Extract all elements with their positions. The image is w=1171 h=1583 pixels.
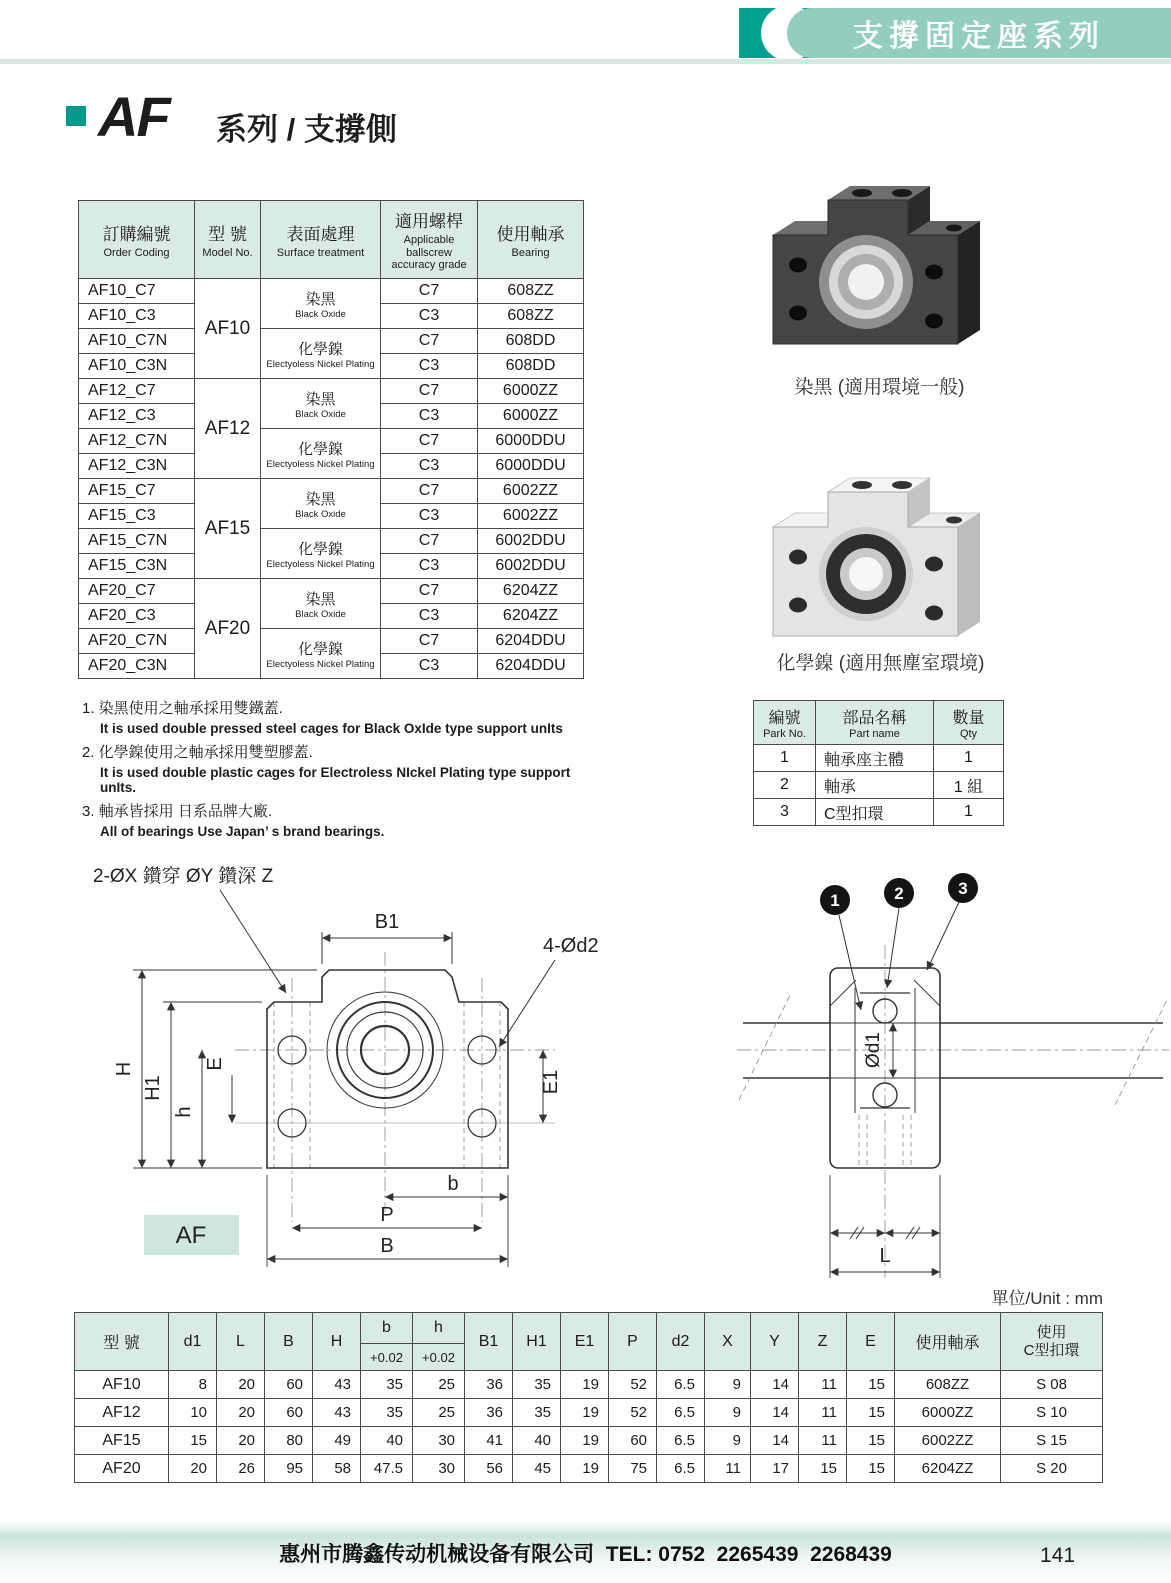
dim-cell: 6.5 xyxy=(657,1371,705,1399)
surface-treatment: 化學鎳 Electyoless Nickel Plating xyxy=(261,329,381,379)
note-en: All of bearings Use Japan’ s brand bearings. xyxy=(100,824,385,839)
dim-cell: AF20 xyxy=(75,1455,169,1483)
af-tag: AF xyxy=(175,1222,207,1249)
bearing: 6000DDU xyxy=(478,429,584,454)
dim-cell: 9 xyxy=(705,1371,751,1399)
order-code: AF12_C3 xyxy=(79,404,195,429)
banner-title: 支撐固定座系列 xyxy=(853,20,1105,53)
dim-cell: 36 xyxy=(465,1371,513,1399)
col-X: X xyxy=(705,1313,751,1371)
part-qty: 1 xyxy=(934,745,1004,772)
model-no: AF15 xyxy=(195,479,261,579)
bearing: 6204DDU xyxy=(478,654,584,679)
dim-label-P: P xyxy=(380,1204,394,1226)
dim-cell: 60 xyxy=(265,1399,313,1427)
d2-note: 4-Ød2 xyxy=(543,935,599,957)
dim-cell: 36 xyxy=(465,1399,513,1427)
dim-cell: 19 xyxy=(561,1371,609,1399)
dim-label-H: H xyxy=(113,1061,135,1077)
dim-cell: 75 xyxy=(609,1455,657,1483)
col-bearing: 使用軸承 xyxy=(895,1313,1001,1371)
dim-cell: 14 xyxy=(751,1427,799,1455)
grade: C7 xyxy=(381,629,478,654)
dim-cell: 30 xyxy=(413,1427,465,1455)
note-zh: 3. 軸承皆採用 日系品牌大廠. xyxy=(82,803,273,820)
dim-cell: 30 xyxy=(413,1455,465,1483)
bearing: 608DD xyxy=(478,354,584,379)
dim-cell: 9 xyxy=(705,1427,751,1455)
table-row xyxy=(75,1455,1103,1483)
dim-cell: 15 xyxy=(799,1455,847,1483)
order-code: AF15_C7N xyxy=(79,529,195,554)
bearing: 6204ZZ xyxy=(478,604,584,629)
col-B1: B1 xyxy=(465,1313,513,1371)
col-H1: H1 xyxy=(513,1313,561,1371)
dim-cell: 20 xyxy=(217,1399,265,1427)
parts-table xyxy=(753,700,1004,826)
dim-cell: 6000ZZ xyxy=(895,1399,1001,1427)
order-code: AF12_C3N xyxy=(79,454,195,479)
grade: C3 xyxy=(381,304,478,329)
col-Z: Z xyxy=(799,1313,847,1371)
bearing: 6204ZZ xyxy=(478,579,584,604)
banner-underline xyxy=(0,59,1171,64)
bearing: 6000DDU xyxy=(478,454,584,479)
grade: C7 xyxy=(381,479,478,504)
table-row xyxy=(75,1427,1103,1455)
dim-cell: 25 xyxy=(413,1371,465,1399)
dim-cell: 10 xyxy=(169,1399,217,1427)
part-name: 軸承 xyxy=(816,772,934,799)
dim-cell: 11 xyxy=(799,1371,847,1399)
model-no: AF20 xyxy=(195,579,261,679)
surface-treatment: 化學鎳 Electyoless Nickel Plating xyxy=(261,629,381,679)
col-accuracy-grade: 適用螺桿 Applicable ballscrew accuracy grade xyxy=(381,201,478,279)
footer-company: 惠州市腾鑫传动机械设备有限公司 TEL: 0752 2265439 2268439 xyxy=(279,1543,892,1566)
table-row xyxy=(79,379,584,404)
part-qty: 1 組 xyxy=(934,772,1004,799)
title-bullet-square xyxy=(66,106,86,126)
col-surface-treatment: 表面處理 Surface treatment xyxy=(261,201,381,279)
surface-treatment: 化學鎳 Electyoless Nickel Plating xyxy=(261,429,381,479)
dim-cell: 9 xyxy=(705,1399,751,1427)
dim-cell: 35 xyxy=(361,1371,413,1399)
order-code: AF10_C7 xyxy=(79,279,195,304)
bearing: 608ZZ xyxy=(478,279,584,304)
order-code: AF20_C7 xyxy=(79,579,195,604)
col-d1: d1 xyxy=(169,1313,217,1371)
unit-label: 單位/Unit : mm xyxy=(991,1289,1103,1308)
bearing: 6002DDU xyxy=(478,529,584,554)
grade: C7 xyxy=(381,279,478,304)
order-code: AF15_C3N xyxy=(79,554,195,579)
model-no: AF12 xyxy=(195,379,261,479)
grade: C3 xyxy=(381,554,478,579)
table-row xyxy=(75,1371,1103,1399)
dim-cell: 15 xyxy=(847,1427,895,1455)
dim-cell: 8 xyxy=(169,1371,217,1399)
col-order-coding: 訂購編號 Order Coding xyxy=(79,201,195,279)
dim-cell: 43 xyxy=(313,1371,361,1399)
grade: C7 xyxy=(381,329,478,354)
table-row xyxy=(79,329,584,354)
col-h: h xyxy=(413,1313,465,1344)
grade: C3 xyxy=(381,654,478,679)
surface-treatment: 染黑 Black Oxide xyxy=(261,479,381,529)
col-b: b xyxy=(361,1313,413,1344)
dim-cell: 6.5 xyxy=(657,1399,705,1427)
bearing: 6002ZZ xyxy=(478,504,584,529)
dim-cell: 58 xyxy=(313,1455,361,1483)
dim-label-B1: B1 xyxy=(374,911,400,933)
callout-3: 3 xyxy=(958,879,968,898)
dim-cell: 52 xyxy=(609,1371,657,1399)
tol-b: +0.02 xyxy=(361,1344,413,1371)
dim-cell: 17 xyxy=(751,1455,799,1483)
dim-cell: 15 xyxy=(169,1427,217,1455)
notes xyxy=(82,692,587,843)
col-part-name: 部品名稱 Part name xyxy=(816,701,934,745)
dim-cell: 20 xyxy=(169,1455,217,1483)
surface-treatment: 染黑 Black Oxide xyxy=(261,579,381,629)
dim-cell: 56 xyxy=(465,1455,513,1483)
callout-2: 2 xyxy=(894,884,904,903)
dim-cell: 15 xyxy=(847,1371,895,1399)
series-code: AF xyxy=(98,85,169,148)
dim-cell: 6204ZZ xyxy=(895,1455,1001,1483)
note-zh: 2. 化學鎳使用之軸承採用雙塑膠蓋. xyxy=(82,744,313,761)
col-c-ring: 使用 C型扣環 xyxy=(1001,1313,1103,1371)
dim-cell: 49 xyxy=(313,1427,361,1455)
col-E: E xyxy=(847,1313,895,1371)
part-no: 1 xyxy=(754,745,816,772)
side-view-drawing xyxy=(735,860,1171,1310)
surface-treatment: 染黑 Black Oxide xyxy=(261,379,381,429)
order-code: AF20_C7N xyxy=(79,629,195,654)
grade: C3 xyxy=(381,354,478,379)
dim-cell: 6002ZZ xyxy=(895,1427,1001,1455)
table-row xyxy=(79,579,584,604)
dim-cell: 608ZZ xyxy=(895,1371,1001,1399)
grade: C7 xyxy=(381,379,478,404)
col-Y: Y xyxy=(751,1313,799,1371)
grade: C7 xyxy=(381,429,478,454)
grade: C7 xyxy=(381,529,478,554)
photo-caption-nickel: 化學鎳 (適用無塵室環境) xyxy=(776,653,985,674)
dim-cell: AF15 xyxy=(75,1427,169,1455)
dim-cell: 6.5 xyxy=(657,1455,705,1483)
dim-cell: S 08 xyxy=(1001,1371,1103,1399)
dim-cell: 19 xyxy=(561,1427,609,1455)
callout-1: 1 xyxy=(830,891,840,910)
order-code: AF15_C7 xyxy=(79,479,195,504)
dim-label-b: b xyxy=(447,1173,459,1195)
col-L: L xyxy=(217,1313,265,1371)
table-row xyxy=(75,1399,1103,1427)
dim-cell: 11 xyxy=(799,1399,847,1427)
dim-cell: 40 xyxy=(361,1427,413,1455)
bearing: 6002DDU xyxy=(478,554,584,579)
col-E1: E1 xyxy=(561,1313,609,1371)
order-code: AF20_C3 xyxy=(79,604,195,629)
page-number: 141 xyxy=(1040,1544,1076,1567)
dimension-table xyxy=(74,1312,1103,1483)
table-row xyxy=(79,279,584,304)
series-title: 系列 / 支撐側 xyxy=(216,112,397,147)
col-d2: d2 xyxy=(657,1313,705,1371)
dim-cell: 80 xyxy=(265,1427,313,1455)
col-model: 型 號 xyxy=(75,1313,169,1371)
part-no: 3 xyxy=(754,799,816,826)
table-row xyxy=(79,529,584,554)
dim-cell: 14 xyxy=(751,1399,799,1427)
note-en: It is used double pressed steel cages for Black OxIde type support unIts xyxy=(100,721,563,736)
dim-cell: 26 xyxy=(217,1455,265,1483)
order-code: AF12_C7 xyxy=(79,379,195,404)
dim-cell: 11 xyxy=(799,1427,847,1455)
table-row xyxy=(79,429,584,454)
dim-cell: S 15 xyxy=(1001,1427,1103,1455)
grade: C3 xyxy=(381,504,478,529)
hole-note: 2-ØX 鑽穿 ØY 鑽深 Z xyxy=(93,866,274,887)
banner xyxy=(787,8,1171,58)
part-qty: 1 xyxy=(934,799,1004,826)
dim-label-H1: H1 xyxy=(142,1075,164,1101)
table-row xyxy=(79,629,584,654)
order-code: AF20_C3N xyxy=(79,654,195,679)
bearing: 608DD xyxy=(478,329,584,354)
dim-cell: 60 xyxy=(609,1427,657,1455)
bearing: 6002ZZ xyxy=(478,479,584,504)
dim-cell: 15 xyxy=(847,1399,895,1427)
note-en: It is used double plastic cages for Electroless NIckel Plating type support unIts. xyxy=(100,765,571,795)
col-model-no: 型 號 Model No. xyxy=(195,201,261,279)
photo-caption-black: 染黑 (適用環境一般) xyxy=(794,377,965,398)
dim-cell: AF12 xyxy=(75,1399,169,1427)
dim-cell: 35 xyxy=(513,1371,561,1399)
grade: C7 xyxy=(381,579,478,604)
dim-cell: 43 xyxy=(313,1399,361,1427)
col-bearing: 使用軸承 Bearing xyxy=(478,201,584,279)
dim-cell: 14 xyxy=(751,1371,799,1399)
bearing: 6000ZZ xyxy=(478,379,584,404)
col-P: P xyxy=(609,1313,657,1371)
product-photo-black xyxy=(758,160,1000,360)
bearing: 6000ZZ xyxy=(478,404,584,429)
order-code: AF15_C3 xyxy=(79,504,195,529)
dim-cell: 95 xyxy=(265,1455,313,1483)
dim-cell: 19 xyxy=(561,1399,609,1427)
note-zh: 1. 染黑使用之軸承採用雙鐵蓋. xyxy=(82,700,283,717)
dim-cell: 60 xyxy=(265,1371,313,1399)
product-photo-nickel xyxy=(758,452,1000,652)
dim-cell: S 20 xyxy=(1001,1455,1103,1483)
dim-cell: 47.5 xyxy=(361,1455,413,1483)
dim-cell: 15 xyxy=(847,1455,895,1483)
order-code: AF12_C7N xyxy=(79,429,195,454)
dim-cell: 19 xyxy=(561,1455,609,1483)
part-no: 2 xyxy=(754,772,816,799)
dim-cell: 11 xyxy=(705,1455,751,1483)
dim-cell: 35 xyxy=(361,1399,413,1427)
surface-treatment: 染黑 Black Oxide xyxy=(261,279,381,329)
dim-cell: 40 xyxy=(513,1427,561,1455)
dim-cell: AF10 xyxy=(75,1371,169,1399)
dim-label-h: h xyxy=(173,1106,195,1118)
col-B: B xyxy=(265,1313,313,1371)
dim-label-L: L xyxy=(879,1245,891,1267)
front-view-drawing xyxy=(85,860,730,1310)
dim-cell: 6.5 xyxy=(657,1427,705,1455)
dim-cell: 25 xyxy=(413,1399,465,1427)
order-coding-table xyxy=(78,200,584,679)
dim-cell: S 10 xyxy=(1001,1399,1103,1427)
order-code: AF10_C3 xyxy=(79,304,195,329)
model-no: AF10 xyxy=(195,279,261,379)
dim-cell: 41 xyxy=(465,1427,513,1455)
dim-label-d1: Ød1 xyxy=(863,1032,884,1068)
table-row xyxy=(79,479,584,504)
part-name: 軸承座主體 xyxy=(816,745,934,772)
grade: C3 xyxy=(381,404,478,429)
part-name: C型扣環 xyxy=(816,799,934,826)
table-row xyxy=(754,745,1004,772)
dim-cell: 52 xyxy=(609,1399,657,1427)
dim-cell: 35 xyxy=(513,1399,561,1427)
col-part-no: 編號 Park No. xyxy=(754,701,816,745)
col-qty: 數量 Qty xyxy=(934,701,1004,745)
order-code: AF10_C3N xyxy=(79,354,195,379)
dim-cell: 20 xyxy=(217,1371,265,1399)
surface-treatment: 化學鎳 Electyoless Nickel Plating xyxy=(261,529,381,579)
order-code: AF10_C7N xyxy=(79,329,195,354)
dim-label-B: B xyxy=(380,1235,394,1257)
col-H: H xyxy=(313,1313,361,1371)
bearing: 6204DDU xyxy=(478,629,584,654)
dim-cell: 45 xyxy=(513,1455,561,1483)
dim-label-E1: E1 xyxy=(540,1069,562,1095)
dim-cell: 20 xyxy=(217,1427,265,1455)
table-row xyxy=(754,799,1004,826)
table-row xyxy=(754,772,1004,799)
bearing: 608ZZ xyxy=(478,304,584,329)
tol-h: +0.02 xyxy=(413,1344,465,1371)
grade: C3 xyxy=(381,604,478,629)
dim-label-E: E xyxy=(204,1057,226,1071)
grade: C3 xyxy=(381,454,478,479)
